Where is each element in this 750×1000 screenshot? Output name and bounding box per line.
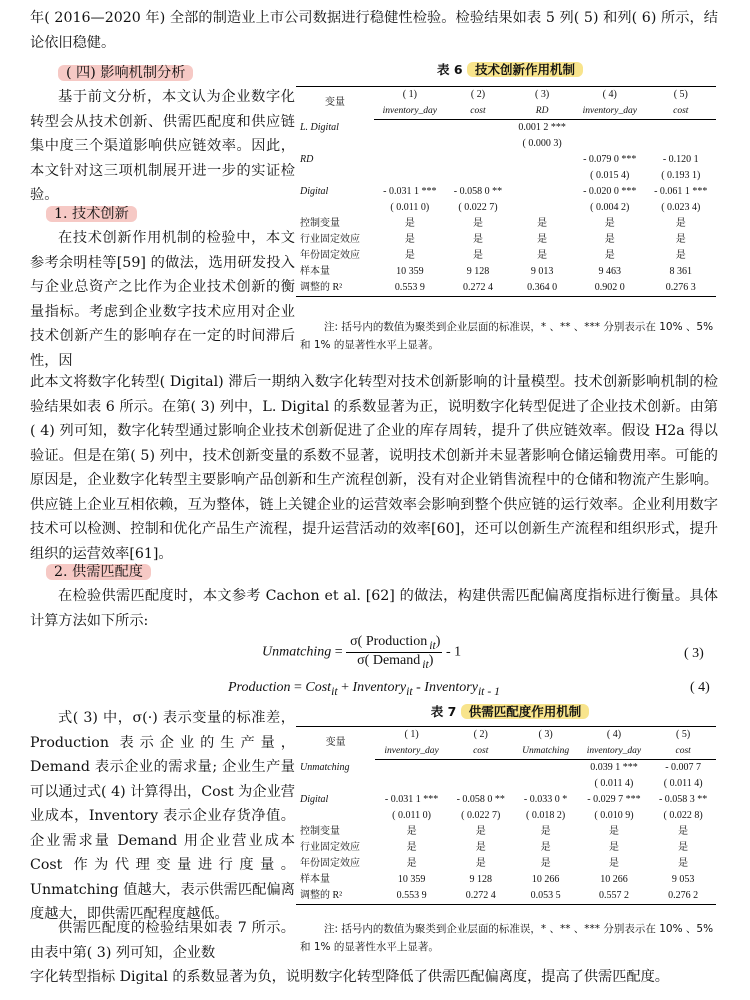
- eq4-label: ( 4): [690, 680, 710, 695]
- eq3-rhs: - 1: [445, 644, 462, 660]
- table-cell: [374, 152, 446, 168]
- table-cell: 是: [608, 826, 619, 837]
- table-cell: ( 0.011 0): [392, 810, 431, 821]
- table6-col-dv: inventory_day: [582, 106, 637, 116]
- table6-header-row: [296, 87, 716, 104]
- subsection-heading-innovation: [46, 203, 137, 225]
- table-cell: 0.272 4: [446, 280, 511, 297]
- row-label: Unmatching: [300, 761, 350, 773]
- table-row: [296, 232, 716, 248]
- table-cell: 是: [540, 858, 551, 869]
- table-row: [296, 152, 716, 168]
- table-cell: 是: [404, 234, 415, 245]
- matching-result-paragraph-full: 字化转型指标 Digital 的系数显著为负，说明数字化转型降低了供需匹配偏离度，提高了供需匹配度。: [30, 969, 669, 985]
- table6-col-num: ( 3): [510, 87, 574, 104]
- table6: [296, 86, 716, 297]
- row-label: Digital: [300, 794, 329, 805]
- section-heading-label: ( 四) 影响机制分析: [58, 65, 193, 81]
- table6-col-num: ( 2): [446, 87, 511, 104]
- table7-var-header: 变量: [296, 727, 375, 760]
- table7-col-num: ( 4): [578, 727, 651, 744]
- table6-note: 注: 括号内的数值为聚类到企业层面的标准误，* 、** 、*** 分别表示在 10% 、5% 和 1% 的显著性水平上显著。: [300, 321, 714, 351]
- table-cell: 是: [537, 218, 548, 229]
- table7-col-dv: Unmatching: [522, 746, 570, 756]
- row-label: [296, 808, 375, 824]
- table-cell: [510, 152, 574, 168]
- table-cell: ( 0.015 4): [590, 170, 630, 181]
- table6-title: [300, 60, 720, 78]
- table-cell: 0.553 9: [374, 280, 446, 297]
- row-label: 样本量: [300, 874, 330, 885]
- table6-body: [296, 120, 716, 297]
- table-row: [296, 824, 716, 840]
- table7-col-dv: inventory_day: [586, 746, 642, 756]
- table7-note: 注: 括号内的数值为聚类到企业层面的标准误，* 、** 、*** 分别表示在 10% 、5% 和 1% 的显著性水平上显著。: [300, 923, 714, 953]
- table-cell: 是: [604, 218, 615, 229]
- table7-col-num: ( 1): [375, 727, 448, 744]
- table6-var-header: 变量: [296, 87, 374, 120]
- table-cell: 9 463: [598, 266, 622, 277]
- table-cell: [574, 120, 646, 137]
- table6-title-text: 技术创新作用机制: [467, 62, 583, 77]
- eq3-den-sub: it: [422, 657, 429, 671]
- table-cell: 是: [472, 250, 483, 261]
- eq4-sub1b: it: [406, 684, 413, 698]
- table-row: [296, 216, 716, 232]
- eq4-cost: Cost: [305, 680, 332, 695]
- row-label: [296, 136, 374, 152]
- table-cell: 是: [537, 250, 548, 261]
- table-cell: - 0.058 0 **: [453, 186, 503, 197]
- table-cell: - 0.020 0 ***: [583, 186, 637, 197]
- table7-col-num: ( 5): [650, 727, 716, 744]
- row-label: RD: [300, 154, 314, 165]
- table-cell: 0.053 5: [514, 888, 578, 905]
- table-cell: - 0.031 1 ***: [383, 186, 437, 197]
- eq4-inventory: Inventory: [352, 680, 407, 695]
- table-cell: [448, 760, 514, 777]
- table-cell: 是: [540, 842, 551, 853]
- table-cell: ( 0.011 0): [390, 202, 430, 213]
- table6-prefix: 表 6: [437, 62, 463, 77]
- row-label: 控制变量: [300, 826, 340, 837]
- table-row: [296, 888, 716, 905]
- table-row: [296, 264, 716, 280]
- table-cell: 是: [404, 218, 415, 229]
- table-cell: [446, 120, 511, 137]
- table-cell: 是: [608, 842, 619, 853]
- table-cell: 是: [472, 218, 483, 229]
- table-cell: 0.276 3: [646, 280, 716, 297]
- eq3-fraction: $\frac{\sigma( Production _{it})}{\sigma( Demand _{it})}$: [346, 634, 442, 671]
- table6-col-dv: RD: [535, 106, 549, 116]
- table-cell: 10 359: [396, 266, 424, 277]
- row-label: 控制变量: [300, 218, 340, 229]
- table-cell: [446, 168, 511, 184]
- table-cell: 是: [472, 234, 483, 245]
- table-cell: 9 128: [466, 266, 490, 277]
- eq4-lhs: Production: [228, 680, 291, 695]
- table-cell: [446, 152, 511, 168]
- row-label: 样本量: [300, 266, 330, 277]
- row-label: Digital: [300, 186, 329, 197]
- table7-body: [296, 760, 716, 905]
- row-label: [296, 168, 374, 184]
- equation-4: Production = Cost$_{it}$ + Inventory$_{it}$ - Inventory$_{it - 1}$: [228, 680, 500, 698]
- table7-title-text: 供需匹配度作用机制: [461, 704, 590, 719]
- table-cell: 是: [537, 234, 548, 245]
- table-cell: 10 266: [531, 874, 560, 885]
- table-cell: 是: [475, 858, 486, 869]
- table-cell: [446, 136, 511, 152]
- table-cell: 9 128: [469, 874, 492, 885]
- table7: [296, 726, 716, 905]
- table6-col-num: ( 5): [646, 87, 716, 104]
- eq3-denominator: σ( Demand: [357, 652, 421, 668]
- table7-col-num: ( 2): [448, 727, 514, 744]
- table-row: [296, 760, 716, 777]
- intro-paragraph: 年( 2016—2020 年) 全部的制造业上市公司数据进行稳健性检验。检验结果如表 5 列( 5) 和列( 6) 所示，结论依旧稳健。: [30, 10, 718, 51]
- table-cell: 是: [540, 826, 551, 837]
- table-cell: - 0.058 0 **: [456, 794, 505, 805]
- table-row: [296, 136, 716, 152]
- table-cell: 0.364 0: [510, 280, 574, 297]
- table-cell: [375, 776, 448, 792]
- table-row: [296, 872, 716, 888]
- table-row: [296, 184, 716, 200]
- section-heading: [58, 62, 193, 84]
- table-cell: 0.272 4: [448, 888, 514, 905]
- table-cell: 0.902 0: [574, 280, 646, 297]
- row-label: L. Digital: [300, 121, 339, 133]
- table-cell: [510, 200, 574, 216]
- table-row: [296, 248, 716, 264]
- row-label: 年份固定效应: [300, 858, 360, 869]
- table6-col-dv: inventory_day: [382, 106, 437, 116]
- table-cell: [375, 760, 448, 777]
- table-cell: 是: [406, 826, 417, 837]
- table-cell: - 0.033 0 *: [523, 794, 568, 805]
- table-cell: 是: [475, 826, 486, 837]
- table6-col-dv: cost: [470, 106, 486, 116]
- table6-col-num: ( 1): [374, 87, 446, 104]
- table-cell: 是: [675, 234, 686, 245]
- table-row: [296, 808, 716, 824]
- table-cell: 0.039 1 ***: [590, 762, 638, 773]
- row-label: [296, 776, 375, 792]
- table-cell: [448, 776, 514, 792]
- table-cell: 0.276 2: [650, 888, 716, 905]
- table-cell: ( 0.023 4): [661, 202, 701, 213]
- table-cell: 是: [475, 842, 486, 853]
- table-cell: - 0.058 3 **: [658, 794, 708, 805]
- table-cell: - 0.079 0 ***: [583, 154, 637, 165]
- table-cell: - 0.029 7 ***: [587, 794, 641, 805]
- row-label: 调整的 R²: [296, 280, 374, 297]
- table-cell: 是: [604, 250, 615, 261]
- table-cell: 10 359: [397, 874, 426, 885]
- row-label: 年份固定效应: [300, 250, 360, 261]
- table-cell: 是: [675, 218, 686, 229]
- table-cell: 9 013: [530, 266, 554, 277]
- table-cell: 0.001 2 ***: [518, 122, 566, 133]
- table-cell: 是: [678, 826, 689, 837]
- matching-paragraph: 在检验供需匹配度时，本文参考 Cachon et al. [62] 的做法，构建供需匹配偏离度指标进行衡量。具体计算方法如下所示:: [30, 588, 718, 629]
- table-cell: [514, 760, 578, 777]
- table-cell: [510, 184, 574, 200]
- innovation-paragraph-full: 此本文将数字化转型( Digital) 滞后一期纳入数字化转型对技术创新影响的计量模型。技术创新影响机制的检验结果如表 6 所示。在第( 3) 列中，L. Digital 的系数显著为正，说明数字化转型促进了企业技术创新。由第( 4) 列可知，数字化转型通过影响企业技术创新促进了企业的库存周转，提升了供应链效率。假设 H2a 得以验证。但是在第( 5) 列中，技术创新变量的系数不显著，说明技术创新并未显著影响仓储运输费用率。可能的原因是，企业数字化转型主要影响产品创新和生产流程创新，没有对企业销售流程中的仓储和物流产生影响。供应链上企业互相依赖，互为整体，链上关键企业的运营效率会影响到整个供应链的运行效率。企业利用数字技术可以检测、控制和优化产品生产流程，提升运营活动的效率[60]，还可以创新生产流程和组织形式，提升组织的运营效率[61]。: [30, 374, 718, 562]
- innovation-paragraph-narrow: 在技术创新作用机制的检验中，本文参考余明桂等[59] 的做法，选用研发投入与企业总资产之比作为企业技术创新的衡量指标。考虑到企业数字技术应用对企业技术创新产生的影响存在一定的时间滞后性，因: [30, 230, 295, 369]
- table-cell: [374, 120, 446, 137]
- table-row: [296, 776, 716, 792]
- table-cell: ( 0.004 2): [590, 202, 630, 213]
- table-cell: 是: [406, 858, 417, 869]
- table-cell: [374, 136, 446, 152]
- table-row: [296, 280, 716, 297]
- table7-col-num: ( 3): [514, 727, 578, 744]
- table-cell: ( 0.022 8): [663, 810, 703, 821]
- eq4-sub2: it - 1: [477, 684, 500, 698]
- table-cell: 是: [404, 250, 415, 261]
- table-cell: [374, 168, 446, 184]
- table-cell: ( 0.193 1): [661, 170, 701, 181]
- table-cell: ( 0.010 9): [594, 810, 634, 821]
- table-cell: 是: [608, 858, 619, 869]
- table-cell: [514, 776, 578, 792]
- matching-paragraph-narrow: 式( 3) 中，σ(·) 表示变量的标准差，Production 表示企业的生产量，Demand 表示企业的需求量; 企业生产量可以通过式( 4) 计算得出，Cost 为企业营业成本，Inventory 表示企业存货净值。企业需求量 Demand 用企业营业成本 Cost 作为代理变量进行度量。Unmatching 值越大，表示供需匹配偏离度越大，即供需匹配程度越低。: [30, 710, 295, 922]
- table-cell: ( 0.011 4): [594, 778, 634, 789]
- subsection-heading-matching: [46, 561, 151, 583]
- table-cell: ( 0.011 4): [663, 778, 703, 789]
- subsection-heading-matching-label: 2. 供需匹配度: [46, 564, 151, 580]
- row-label: 行业固定效应: [300, 842, 360, 853]
- table7-title: [300, 702, 720, 720]
- row-label: [296, 200, 374, 216]
- table-cell: 0.553 9: [375, 888, 448, 905]
- table-row: [296, 120, 716, 137]
- table-row: [296, 792, 716, 808]
- table-cell: [574, 136, 646, 152]
- table-cell: 是: [604, 234, 615, 245]
- table7-col-dv: inventory_day: [384, 746, 439, 756]
- row-label: 调整的 R²: [296, 888, 375, 905]
- table-cell: ( 0.000 3): [522, 138, 562, 149]
- table-cell: - 0.061 1 ***: [654, 186, 708, 197]
- eq3-label: ( 3): [684, 646, 704, 661]
- table-cell: - 0.120 1: [662, 154, 699, 165]
- table6-col-dv: cost: [673, 106, 689, 116]
- eq4-inventory-lag: Inventory: [424, 680, 478, 695]
- eq3-num-sub: it: [429, 638, 436, 652]
- table-cell: ( 0.022 7): [461, 810, 501, 821]
- table-cell: 是: [406, 842, 417, 853]
- matching-result-paragraph: 供需匹配度的检验结果如表 7 所示。由表中第( 3) 列可知，企业数: [30, 920, 295, 961]
- table-row: [296, 856, 716, 872]
- eq3-lhs: Unmatching: [262, 644, 332, 660]
- table-row: [296, 840, 716, 856]
- eq4-sub1: it: [331, 684, 338, 698]
- table7-prefix: 表 7: [430, 704, 457, 719]
- table-cell: ( 0.018 2): [526, 810, 566, 821]
- table-row: [296, 168, 716, 184]
- table-cell: 10 266: [600, 874, 628, 885]
- table-cell: [510, 168, 574, 184]
- table7-header-row: [296, 727, 716, 744]
- table6-col-num: ( 4): [574, 87, 646, 104]
- table-cell: 0.557 2: [578, 888, 651, 905]
- subsection-heading-innovation-label: 1. 技术创新: [46, 206, 137, 222]
- table-cell: 是: [675, 250, 686, 261]
- table-cell: - 0.007 7: [665, 762, 702, 773]
- row-label: 行业固定效应: [300, 234, 360, 245]
- table-cell: ( 0.022 7): [458, 202, 498, 213]
- eq3-numerator: σ( Production: [350, 634, 428, 649]
- table-cell: - 0.031 1 ***: [384, 794, 439, 805]
- table-cell: 9 053: [671, 874, 695, 885]
- table7-col-dv: cost: [675, 746, 691, 756]
- equation-3: Unmatching = $\frac{\sigma( Production _{it})}{\sigma( Demand _{it})}$ - 1: [262, 634, 462, 671]
- section-paragraph: 基于前文分析，本文认为企业数字化转型会从技术创新、供需匹配度和供应链集中度三个渠道影响供应链效率。因此，本文针对这三项机制展开进一步的实证检验。: [30, 89, 295, 203]
- table-cell: 是: [678, 858, 689, 869]
- table-cell: [646, 120, 716, 137]
- table7-col-dv: cost: [473, 746, 489, 756]
- table-cell: [646, 136, 716, 152]
- table-cell: 8 361: [669, 266, 693, 277]
- table-row: [296, 200, 716, 216]
- table-cell: 是: [678, 842, 689, 853]
